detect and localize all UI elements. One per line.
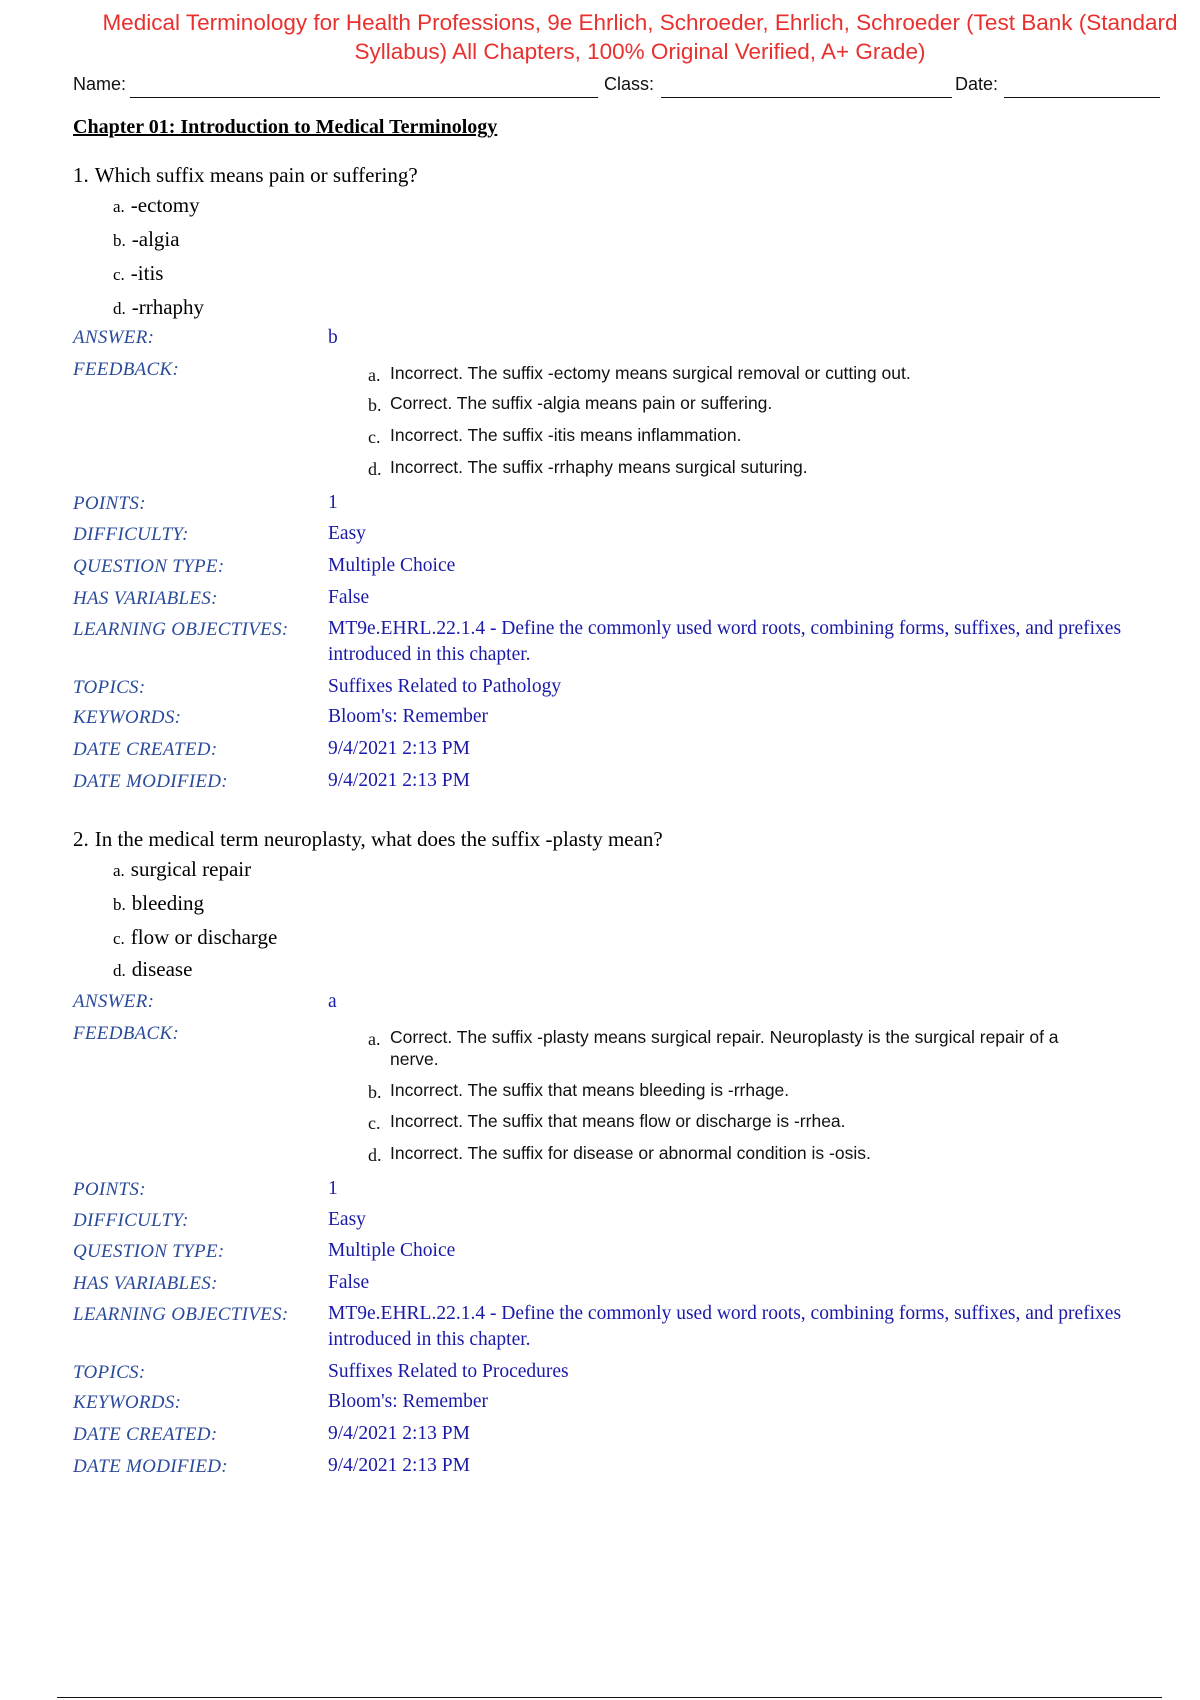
feedback-item: b. Incorrect. The suffix that means bleeding is -rrhage. [368, 1080, 790, 1102]
meta-label: TOPICS: [73, 1362, 146, 1383]
feedback-item: a. Correct. The suffix -plasty means surgical repair. Neuroplasty is the surgical repair of a nerve. [368, 1027, 1059, 1069]
meta-value: Suffixes Related to Pathology [328, 676, 562, 697]
option-b: b. -algia [113, 227, 180, 251]
meta-label: DATE MODIFIED: [73, 1456, 228, 1477]
option-d: d. disease [113, 957, 193, 981]
name-label: Name: [73, 74, 127, 94]
meta-value: Easy [328, 523, 366, 544]
date-field-line[interactable] [1004, 97, 1160, 98]
footer-rule [57, 1697, 1162, 1698]
meta-label: KEYWORDS: [73, 707, 182, 728]
meta-label: POINTS: [73, 1179, 146, 1200]
option-b: b. bleeding [113, 891, 205, 915]
question-stem [73, 162, 418, 188]
meta-label: DIFFICULTY: [73, 1210, 189, 1231]
meta-label: DIFFICULTY: [73, 524, 189, 545]
answer-value: b [328, 327, 338, 348]
question-number: 1. [73, 163, 89, 187]
meta-value: 9/4/2021 2:13 PM [328, 1423, 470, 1444]
feedback-label: FEEDBACK: [73, 1023, 180, 1044]
option-a: a. surgical repair [113, 857, 252, 881]
meta-value: 9/4/2021 2:13 PM [328, 1455, 470, 1476]
feedback-label: FEEDBACK: [73, 359, 180, 380]
feedback-item: c. Incorrect. The suffix -itis means inflammation. [368, 425, 742, 447]
feedback-item: a. Incorrect. The suffix -ectomy means surgical removal or cutting out. [368, 363, 911, 385]
feedback-item: b. Correct. The suffix -algia means pain or suffering. [368, 393, 773, 415]
feedback-item: c. Incorrect. The suffix that means flow or discharge is -rrhea. [368, 1111, 846, 1133]
question-number: 2. [73, 827, 89, 851]
date-label: Date: [955, 74, 999, 94]
feedback-item: d. Incorrect. The suffix for disease or abnormal condition is -osis. [368, 1143, 871, 1165]
option-a: a. -ectomy [113, 193, 200, 217]
class-field-line[interactable] [661, 97, 952, 98]
meta-value: 9/4/2021 2:13 PM [328, 738, 470, 759]
meta-label: DATE CREATED: [73, 739, 218, 760]
question-stem [73, 826, 663, 852]
meta-label: HAS VARIABLES: [73, 1273, 218, 1294]
class-label: Class: [604, 74, 655, 94]
meta-label: LEARNING OBJECTIVES: [73, 619, 289, 640]
meta-label: HAS VARIABLES: [73, 588, 218, 609]
question-text: Which suffix means pain or suffering? [94, 163, 418, 187]
option-d: d. -rrhaphy [113, 295, 205, 319]
meta-value: Suffixes Related to Procedures [328, 1361, 569, 1382]
meta-value: 9/4/2021 2:13 PM [328, 770, 470, 791]
document-title: Medical Terminology for Health Professions, 9e Ehrlich, Schroeder, Ehrlich, Schroeder (Test Bank (Standard Syllabus) All Chapters, 100% Original Verified, A+ Grade) [102, 10, 1178, 64]
answer-label: ANSWER: [73, 991, 155, 1012]
meta-value: Bloom's: Remember [328, 1391, 489, 1412]
question-text: In the medical term neuroplasty, what does the suffix -plasty mean? [94, 827, 663, 851]
meta-label: QUESTION TYPE: [73, 1241, 225, 1262]
meta-label: KEYWORDS: [73, 1392, 182, 1413]
answer-value: a [328, 991, 337, 1012]
meta-value: MT9e.EHRL.22.1.4 - Define the commonly used word roots, combining forms, suffixes, and prefixes introduced in this chapter. [328, 618, 1122, 665]
meta-label: LEARNING OBJECTIVES: [73, 1304, 289, 1325]
chapter-heading: Chapter 01: Introduction to Medical Terminology [73, 116, 498, 138]
meta-label: DATE MODIFIED: [73, 771, 228, 792]
meta-value: Multiple Choice [328, 1240, 456, 1261]
meta-value: Easy [328, 1209, 366, 1230]
option-c: c. flow or discharge [113, 925, 278, 949]
meta-label: POINTS: [73, 493, 146, 514]
feedback-item: d. Incorrect. The suffix -rrhaphy means surgical suturing. [368, 457, 808, 479]
meta-value: Multiple Choice [328, 555, 456, 576]
meta-value: 1 [328, 492, 338, 513]
name-field-line[interactable] [130, 97, 598, 98]
meta-value: False [328, 1272, 370, 1293]
answer-label: ANSWER: [73, 327, 155, 348]
meta-label: TOPICS: [73, 677, 146, 698]
meta-value: 1 [328, 1178, 338, 1199]
meta-value: Bloom's: Remember [328, 706, 489, 727]
meta-value: False [328, 587, 370, 608]
meta-label: QUESTION TYPE: [73, 556, 225, 577]
option-c: c. -itis [113, 261, 164, 285]
meta-label: DATE CREATED: [73, 1424, 218, 1445]
meta-value: MT9e.EHRL.22.1.4 - Define the commonly used word roots, combining forms, suffixes, and prefixes introduced in this chapter. [328, 1303, 1122, 1350]
